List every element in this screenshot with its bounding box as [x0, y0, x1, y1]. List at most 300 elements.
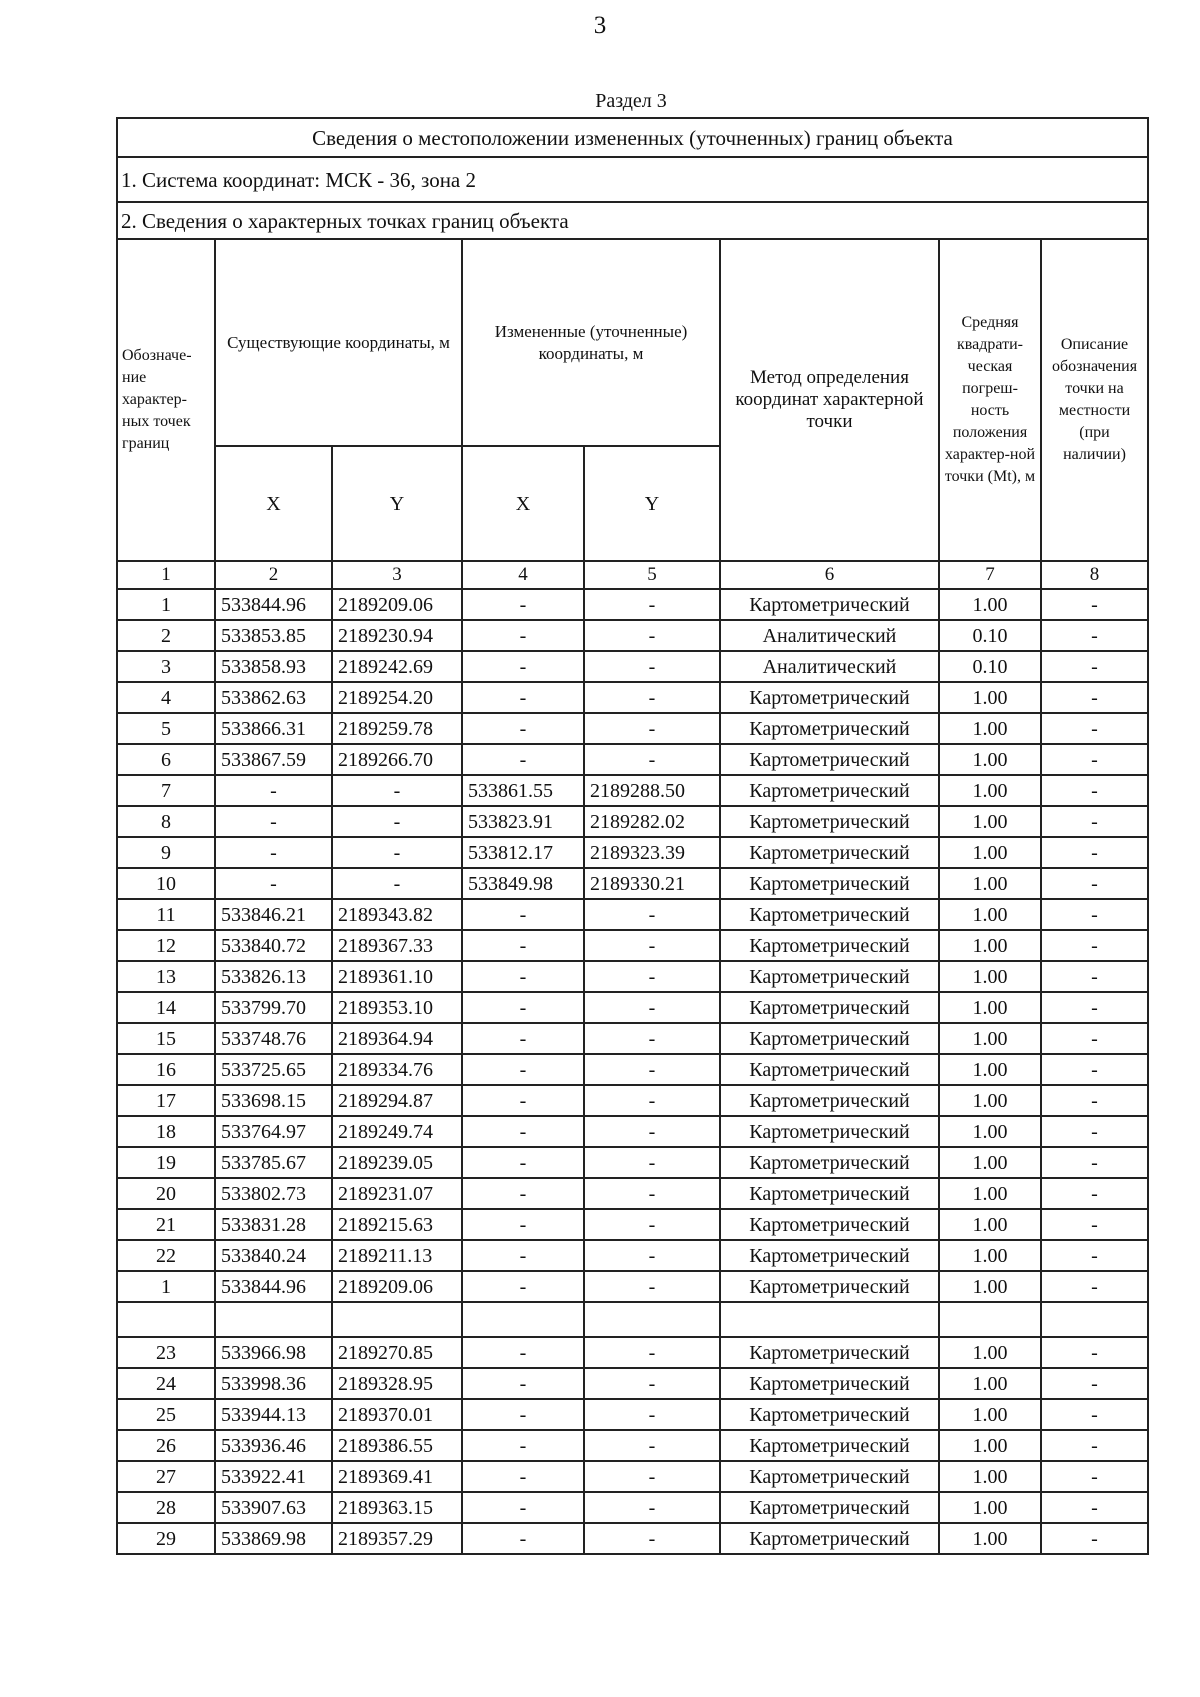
column-number: 6 — [720, 561, 939, 589]
existing-y-cell: 2189363.15 — [332, 1492, 462, 1523]
point-id-cell: 15 — [117, 1023, 215, 1054]
existing-y-cell: 2189215.63 — [332, 1209, 462, 1240]
error-cell: 0.10 — [939, 651, 1041, 682]
changed-x-cell: - — [462, 620, 584, 651]
header-existing-coordinates: Существующие координаты, м — [215, 239, 462, 446]
description-cell: - — [1041, 1209, 1148, 1240]
column-number: 5 — [584, 561, 720, 589]
changed-x-cell: 533823.91 — [462, 806, 584, 837]
existing-y-cell: - — [332, 868, 462, 899]
existing-x-cell: 533840.24 — [215, 1240, 332, 1271]
changed-y-cell: - — [584, 744, 720, 775]
error-cell: 1.00 — [939, 589, 1041, 620]
existing-y-cell: 2189343.82 — [332, 899, 462, 930]
changed-x-cell: - — [462, 1085, 584, 1116]
existing-x-cell: - — [215, 837, 332, 868]
point-id-cell: 19 — [117, 1147, 215, 1178]
existing-x-cell: 533785.67 — [215, 1147, 332, 1178]
method-cell: Картометрический — [720, 1461, 939, 1492]
description-cell: - — [1041, 1430, 1148, 1461]
changed-x-cell: - — [462, 713, 584, 744]
changed-y-cell: 2189323.39 — [584, 837, 720, 868]
section-label: Раздел 3 — [595, 90, 667, 112]
point-id-cell: 6 — [117, 744, 215, 775]
coordinate-system: 1. Система координат: МСК - 36, зона 2 — [117, 157, 1148, 202]
point-id-cell: 28 — [117, 1492, 215, 1523]
method-cell: Картометрический — [720, 961, 939, 992]
table-row — [117, 1461, 1148, 1492]
empty-cell — [584, 1302, 720, 1337]
description-cell: - — [1041, 1054, 1148, 1085]
method-cell: Картометрический — [720, 1399, 939, 1430]
existing-x-cell: 533844.96 — [215, 589, 332, 620]
description-cell: - — [1041, 1523, 1148, 1554]
table-row — [117, 992, 1148, 1023]
existing-x-cell: 533844.96 — [215, 1271, 332, 1302]
table-row — [117, 1023, 1148, 1054]
method-cell: Картометрический — [720, 899, 939, 930]
existing-y-cell: 2189328.95 — [332, 1368, 462, 1399]
empty-cell — [332, 1302, 462, 1337]
existing-y-cell: 2189249.74 — [332, 1116, 462, 1147]
table-row — [117, 837, 1148, 868]
point-id-cell: 20 — [117, 1178, 215, 1209]
header-description: Описание обозначения точки на местности (при наличии) — [1041, 239, 1148, 561]
existing-y-cell: 2189353.10 — [332, 992, 462, 1023]
method-cell: Картометрический — [720, 1430, 939, 1461]
empty-cell — [939, 1302, 1041, 1337]
error-cell: 0.10 — [939, 620, 1041, 651]
changed-x-cell: 533861.55 — [462, 775, 584, 806]
description-cell: - — [1041, 992, 1148, 1023]
existing-x-cell: 533907.63 — [215, 1492, 332, 1523]
method-cell: Картометрический — [720, 1023, 939, 1054]
header-changed-y: Y — [584, 446, 720, 561]
point-id-cell: 18 — [117, 1116, 215, 1147]
existing-y-cell: 2189231.07 — [332, 1178, 462, 1209]
existing-y-cell: 2189364.94 — [332, 1023, 462, 1054]
existing-y-cell: - — [332, 775, 462, 806]
table-row — [117, 1054, 1148, 1085]
existing-y-cell: 2189361.10 — [332, 961, 462, 992]
changed-y-cell: - — [584, 1178, 720, 1209]
changed-y-cell: - — [584, 1492, 720, 1523]
column-number: 7 — [939, 561, 1041, 589]
point-id-cell: 23 — [117, 1337, 215, 1368]
empty-cell — [1041, 1302, 1148, 1337]
existing-x-cell: 533869.98 — [215, 1523, 332, 1554]
existing-x-cell: - — [215, 868, 332, 899]
changed-x-cell: - — [462, 899, 584, 930]
existing-x-cell: - — [215, 806, 332, 837]
changed-y-cell: - — [584, 961, 720, 992]
existing-x-cell: 533840.72 — [215, 930, 332, 961]
empty-cell — [462, 1302, 584, 1337]
description-cell: - — [1041, 1368, 1148, 1399]
table-row — [117, 1147, 1148, 1178]
empty-cell — [720, 1302, 939, 1337]
point-id-cell: 2 — [117, 620, 215, 651]
changed-x-cell: - — [462, 744, 584, 775]
description-cell: - — [1041, 1085, 1148, 1116]
method-cell: Картометрический — [720, 868, 939, 899]
method-cell: Картометрический — [720, 589, 939, 620]
changed-x-cell: - — [462, 961, 584, 992]
error-cell: 1.00 — [939, 899, 1041, 930]
table-row — [117, 1116, 1148, 1147]
error-cell: 1.00 — [939, 1147, 1041, 1178]
changed-x-cell: - — [462, 992, 584, 1023]
point-id-cell: 26 — [117, 1430, 215, 1461]
existing-x-cell: 533698.15 — [215, 1085, 332, 1116]
method-cell: Картометрический — [720, 1209, 939, 1240]
method-cell: Картометрический — [720, 1368, 939, 1399]
table-row — [117, 1368, 1148, 1399]
description-cell: - — [1041, 651, 1148, 682]
existing-y-cell: 2189209.06 — [332, 1271, 462, 1302]
point-id-cell: 3 — [117, 651, 215, 682]
changed-y-cell: - — [584, 1116, 720, 1147]
description-cell: - — [1041, 1461, 1148, 1492]
error-cell: 1.00 — [939, 868, 1041, 899]
changed-x-cell: - — [462, 682, 584, 713]
changed-y-cell: - — [584, 1085, 720, 1116]
changed-y-cell: - — [584, 651, 720, 682]
table-row — [117, 1240, 1148, 1271]
method-cell: Картометрический — [720, 1147, 939, 1178]
error-cell: 1.00 — [939, 1054, 1041, 1085]
method-cell: Картометрический — [720, 806, 939, 837]
existing-x-cell: 533846.21 — [215, 899, 332, 930]
error-cell: 1.00 — [939, 1240, 1041, 1271]
point-id-cell: 22 — [117, 1240, 215, 1271]
table-row — [117, 1085, 1148, 1116]
changed-x-cell: - — [462, 1368, 584, 1399]
point-id-cell: 21 — [117, 1209, 215, 1240]
description-cell: - — [1041, 775, 1148, 806]
existing-x-cell: 533826.13 — [215, 961, 332, 992]
existing-y-cell: 2189254.20 — [332, 682, 462, 713]
table-row — [117, 713, 1148, 744]
points-caption: 2. Сведения о характерных точках границ объекта — [117, 202, 1148, 239]
point-id-cell: 25 — [117, 1399, 215, 1430]
existing-y-cell: 2189230.94 — [332, 620, 462, 651]
existing-x-cell: 533922.41 — [215, 1461, 332, 1492]
method-cell: Картометрический — [720, 1178, 939, 1209]
existing-y-cell: 2189370.01 — [332, 1399, 462, 1430]
point-id-cell: 12 — [117, 930, 215, 961]
existing-y-cell: 2189369.41 — [332, 1461, 462, 1492]
point-id-cell: 1 — [117, 589, 215, 620]
error-cell: 1.00 — [939, 744, 1041, 775]
error-cell: 1.00 — [939, 1461, 1041, 1492]
error-cell: 1.00 — [939, 1271, 1041, 1302]
table-title: Сведения о местоположении измененных (уточненных) границ объекта — [117, 118, 1148, 157]
description-cell: - — [1041, 682, 1148, 713]
changed-y-cell: - — [584, 992, 720, 1023]
description-cell: - — [1041, 1178, 1148, 1209]
changed-y-cell: - — [584, 1337, 720, 1368]
existing-x-cell: 533799.70 — [215, 992, 332, 1023]
table-row — [117, 1523, 1148, 1554]
error-cell: 1.00 — [939, 775, 1041, 806]
description-cell: - — [1041, 1337, 1148, 1368]
existing-y-cell: - — [332, 837, 462, 868]
changed-y-cell: - — [584, 713, 720, 744]
method-cell: Картометрический — [720, 1116, 939, 1147]
boundary-points-table — [116, 117, 1149, 1555]
existing-y-cell: - — [332, 806, 462, 837]
error-cell: 1.00 — [939, 1209, 1041, 1240]
header-existing-y: Y — [332, 446, 462, 561]
changed-x-cell: - — [462, 1209, 584, 1240]
existing-x-cell: 533936.46 — [215, 1430, 332, 1461]
changed-x-cell: - — [462, 1240, 584, 1271]
error-cell: 1.00 — [939, 1492, 1041, 1523]
description-cell: - — [1041, 1147, 1148, 1178]
header-changed-coordinates: Измененные (уточненные) координаты, м — [462, 239, 720, 446]
method-cell: Картометрический — [720, 744, 939, 775]
table-row — [117, 961, 1148, 992]
error-cell: 1.00 — [939, 1085, 1041, 1116]
changed-x-cell: - — [462, 1054, 584, 1085]
method-cell: Картометрический — [720, 713, 939, 744]
point-id-cell: 13 — [117, 961, 215, 992]
existing-y-cell: 2189259.78 — [332, 713, 462, 744]
point-id-cell: 14 — [117, 992, 215, 1023]
header-method: Метод определения координат характерной точки — [720, 239, 939, 561]
method-cell: Картометрический — [720, 992, 939, 1023]
error-cell: 1.00 — [939, 682, 1041, 713]
point-id-cell: 8 — [117, 806, 215, 837]
changed-y-cell: - — [584, 1054, 720, 1085]
table-row — [117, 1430, 1148, 1461]
table-row — [117, 899, 1148, 930]
changed-y-cell: - — [584, 1461, 720, 1492]
changed-y-cell: - — [584, 899, 720, 930]
error-cell: 1.00 — [939, 930, 1041, 961]
error-cell: 1.00 — [939, 1368, 1041, 1399]
column-number: 1 — [117, 561, 215, 589]
header-error: Средняя квадрати-ческая погреш-ность положения характер-ной точки (Mt), м — [939, 239, 1041, 561]
error-cell: 1.00 — [939, 837, 1041, 868]
changed-y-cell: - — [584, 682, 720, 713]
table-row — [117, 806, 1148, 837]
method-cell: Картометрический — [720, 1240, 939, 1271]
description-cell: - — [1041, 806, 1148, 837]
existing-x-cell: 533966.98 — [215, 1337, 332, 1368]
changed-y-cell: - — [584, 1368, 720, 1399]
description-cell: - — [1041, 930, 1148, 961]
table-row — [117, 589, 1148, 620]
error-cell: 1.00 — [939, 1523, 1041, 1554]
empty-cell — [215, 1302, 332, 1337]
point-id-cell: 9 — [117, 837, 215, 868]
point-id-cell: 10 — [117, 868, 215, 899]
column-numbers-row — [117, 561, 1148, 589]
point-id-cell: 7 — [117, 775, 215, 806]
changed-x-cell: - — [462, 1461, 584, 1492]
changed-y-cell: - — [584, 1430, 720, 1461]
description-cell: - — [1041, 837, 1148, 868]
changed-y-cell: 2189282.02 — [584, 806, 720, 837]
existing-y-cell: 2189211.13 — [332, 1240, 462, 1271]
changed-x-cell: 533812.17 — [462, 837, 584, 868]
description-cell: - — [1041, 961, 1148, 992]
changed-y-cell: - — [584, 620, 720, 651]
method-cell: Картометрический — [720, 682, 939, 713]
table-row — [117, 868, 1148, 899]
changed-x-cell: - — [462, 1023, 584, 1054]
point-id-cell: 5 — [117, 713, 215, 744]
existing-y-cell: 2189294.87 — [332, 1085, 462, 1116]
description-cell: - — [1041, 1240, 1148, 1271]
column-number: 2 — [215, 561, 332, 589]
existing-y-cell: 2189239.05 — [332, 1147, 462, 1178]
existing-y-cell: 2189242.69 — [332, 651, 462, 682]
error-cell: 1.00 — [939, 1116, 1041, 1147]
error-cell: 1.00 — [939, 713, 1041, 744]
method-cell: Картометрический — [720, 1054, 939, 1085]
description-cell: - — [1041, 744, 1148, 775]
changed-y-cell: - — [584, 1209, 720, 1240]
column-number: 8 — [1041, 561, 1148, 589]
error-cell: 1.00 — [939, 992, 1041, 1023]
header-existing-x: X — [215, 446, 332, 561]
existing-x-cell: 533802.73 — [215, 1178, 332, 1209]
description-cell: - — [1041, 1271, 1148, 1302]
error-cell: 1.00 — [939, 1337, 1041, 1368]
point-id-cell: 4 — [117, 682, 215, 713]
method-cell: Картометрический — [720, 1523, 939, 1554]
existing-x-cell: 533866.31 — [215, 713, 332, 744]
changed-x-cell: - — [462, 589, 584, 620]
table-row — [117, 744, 1148, 775]
column-number: 3 — [332, 561, 462, 589]
changed-x-cell: - — [462, 1116, 584, 1147]
table-row — [117, 682, 1148, 713]
changed-x-cell: - — [462, 651, 584, 682]
method-cell: Картометрический — [720, 1492, 939, 1523]
changed-x-cell: - — [462, 1147, 584, 1178]
table-row — [117, 620, 1148, 651]
description-cell: - — [1041, 1399, 1148, 1430]
existing-y-cell: 2189357.29 — [332, 1523, 462, 1554]
page-number: 3 — [593, 12, 607, 39]
table-row — [117, 1178, 1148, 1209]
description-cell: - — [1041, 589, 1148, 620]
existing-y-cell: 2189386.55 — [332, 1430, 462, 1461]
method-cell: Аналитический — [720, 651, 939, 682]
error-cell: 1.00 — [939, 806, 1041, 837]
existing-y-cell: 2189270.85 — [332, 1337, 462, 1368]
changed-x-cell: - — [462, 1492, 584, 1523]
existing-x-cell: 533748.76 — [215, 1023, 332, 1054]
changed-x-cell: - — [462, 1430, 584, 1461]
header-designation: Обозначе-ние характер-ных точек границ — [117, 239, 215, 561]
description-cell: - — [1041, 899, 1148, 930]
existing-x-cell: 533862.63 — [215, 682, 332, 713]
existing-x-cell: 533725.65 — [215, 1054, 332, 1085]
existing-x-cell: 533858.93 — [215, 651, 332, 682]
error-cell: 1.00 — [939, 1023, 1041, 1054]
changed-y-cell: - — [584, 930, 720, 961]
changed-x-cell: - — [462, 1271, 584, 1302]
table-row — [117, 1271, 1148, 1302]
existing-x-cell: 533944.13 — [215, 1399, 332, 1430]
method-cell: Картометрический — [720, 1337, 939, 1368]
changed-x-cell: - — [462, 1399, 584, 1430]
changed-x-cell: - — [462, 1178, 584, 1209]
method-cell: Аналитический — [720, 620, 939, 651]
method-cell: Картометрический — [720, 930, 939, 961]
description-cell: - — [1041, 713, 1148, 744]
method-cell: Картометрический — [720, 775, 939, 806]
point-id-cell: 29 — [117, 1523, 215, 1554]
table-row — [117, 1399, 1148, 1430]
point-id-cell: 11 — [117, 899, 215, 930]
changed-y-cell: - — [584, 1523, 720, 1554]
table-row — [117, 930, 1148, 961]
existing-x-cell: 533831.28 — [215, 1209, 332, 1240]
existing-y-cell: 2189209.06 — [332, 589, 462, 620]
point-id-cell: 24 — [117, 1368, 215, 1399]
header-changed-x: X — [462, 446, 584, 561]
description-cell: - — [1041, 1023, 1148, 1054]
existing-x-cell: 533764.97 — [215, 1116, 332, 1147]
point-id-cell: 17 — [117, 1085, 215, 1116]
changed-y-cell: - — [584, 1240, 720, 1271]
description-cell: - — [1041, 1116, 1148, 1147]
changed-y-cell: 2189288.50 — [584, 775, 720, 806]
empty-separator-row — [117, 1302, 1148, 1337]
changed-x-cell: 533849.98 — [462, 868, 584, 899]
changed-y-cell: - — [584, 1023, 720, 1054]
table-row — [117, 1492, 1148, 1523]
existing-y-cell: 2189266.70 — [332, 744, 462, 775]
table-row — [117, 1337, 1148, 1368]
changed-y-cell: - — [584, 1147, 720, 1178]
existing-x-cell: 533867.59 — [215, 744, 332, 775]
changed-x-cell: - — [462, 930, 584, 961]
error-cell: 1.00 — [939, 1399, 1041, 1430]
description-cell: - — [1041, 620, 1148, 651]
changed-x-cell: - — [462, 1337, 584, 1368]
method-cell: Картометрический — [720, 837, 939, 868]
changed-x-cell: - — [462, 1523, 584, 1554]
error-cell: 1.00 — [939, 1178, 1041, 1209]
changed-y-cell: 2189330.21 — [584, 868, 720, 899]
description-cell: - — [1041, 868, 1148, 899]
point-id-cell: 27 — [117, 1461, 215, 1492]
table-row — [117, 651, 1148, 682]
method-cell: Картометрический — [720, 1271, 939, 1302]
error-cell: 1.00 — [939, 1430, 1041, 1461]
table-row — [117, 1209, 1148, 1240]
changed-y-cell: - — [584, 589, 720, 620]
method-cell: Картометрический — [720, 1085, 939, 1116]
changed-y-cell: - — [584, 1271, 720, 1302]
existing-x-cell: 533998.36 — [215, 1368, 332, 1399]
error-cell: 1.00 — [939, 961, 1041, 992]
empty-cell — [117, 1302, 215, 1337]
description-cell: - — [1041, 1492, 1148, 1523]
existing-y-cell: 2189334.76 — [332, 1054, 462, 1085]
existing-x-cell: - — [215, 775, 332, 806]
existing-y-cell: 2189367.33 — [332, 930, 462, 961]
column-number: 4 — [462, 561, 584, 589]
point-id-cell: 1 — [117, 1271, 215, 1302]
